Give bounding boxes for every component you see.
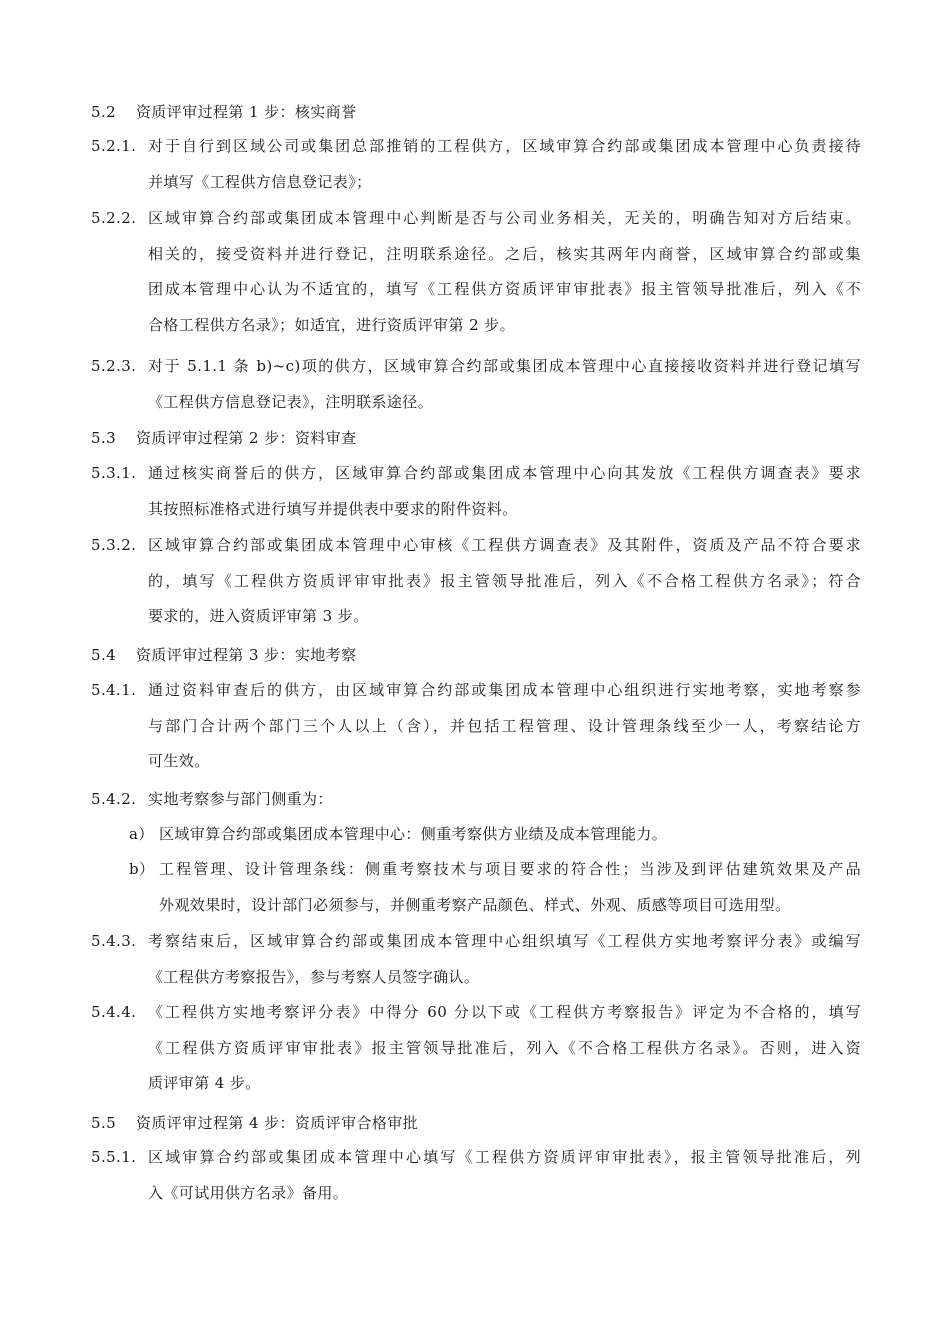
- clause-line: 可生效。: [148, 752, 210, 770]
- clause-line: 相关的，接受资料并进行登记，注明联系途径。之后，核实其两年内商誉，区域审算合约部或集: [148, 244, 861, 263]
- clause-line: 的，填写《工程供方资质评审审批表》报主管领导批准后，列入《不合格工程供方名录》；符合: [148, 571, 861, 590]
- clause-5-5-1: [91, 1140, 861, 1211]
- clause-line: 《工程供方实地考察评分表》中得分 60 分以下或《工程供方考察报告》评定为不合格的，填写: [148, 1003, 861, 1021]
- clause-number: 5.2.2.: [91, 209, 137, 227]
- clause-line: 《工程供方资质评审审批表》报主管领导批准后，列入《不合格工程供方名录》。否则，进入资: [148, 1038, 861, 1057]
- section-heading-5-4: [91, 643, 356, 667]
- clause-line: 《工程供方考察报告》，参与考察人员签字确认。: [148, 967, 480, 986]
- clause-number: 5.2.1.: [91, 137, 137, 155]
- subitem-marker: a）: [129, 825, 154, 843]
- clause-number: 5.2.3.: [91, 357, 137, 375]
- clause-5-3-2: [91, 528, 861, 635]
- clause-line: 区域审算合约部或集团成本管理中心审核《工程供方调查表》及其附件，资质及产品不符合要求: [148, 536, 861, 554]
- clause-number: 5.4.4.: [91, 1003, 137, 1021]
- subitem-a: [129, 817, 861, 853]
- clause-5-2-3: [91, 349, 861, 420]
- subitem-line: 外观效果时，设计部门必须参与，并侧重考察产品颜色、样式、外观、质感等项目可选用型。: [159, 895, 791, 914]
- clause-number: 5.4.2.: [91, 790, 137, 808]
- clause-line: 区域审算合约部或集团成本管理中心填写《工程供方资质评审审批表》，报主管领导批准后，列: [148, 1148, 861, 1166]
- section-title: 资质评审过程第 3 步：实地考察: [136, 646, 357, 664]
- clause-line: 《工程供方信息登记表》，注明联系途径。: [148, 392, 434, 411]
- clause-line: 区域审算合约部或集团成本管理中心判断是否与公司业务相关，无关的，明确告知对方后结束。: [148, 209, 861, 227]
- subitem-marker: b）: [129, 860, 155, 878]
- clause-number: 5.4.1.: [91, 681, 137, 699]
- subitem-b: [129, 852, 861, 923]
- clause-number: 5.5.1.: [91, 1148, 137, 1166]
- clause-line: 通过资料审查后的供方，由区域审算合约部或集团成本管理中心组织进行实地考察，实地考察参: [148, 681, 861, 699]
- clause-5-4-4: [91, 995, 861, 1102]
- clause-line: 与部门合计两个部门三个人以上（含），并包括工程管理、设计管理条线至少一人，考察结论方: [148, 716, 861, 735]
- clause-5-4-1: [91, 673, 861, 780]
- section-number: 5.2: [91, 103, 117, 121]
- clause-5-4-3: [91, 924, 861, 995]
- clause-number: 5.3.2.: [91, 536, 137, 554]
- section-heading-5-3: [91, 426, 356, 450]
- clause-line: 对于自行到区域公司或集团总部推销的工程供方，区域审算合约部或集团成本管理中心负责接待: [148, 137, 861, 155]
- clause-number: 5.3.1.: [91, 464, 137, 482]
- clause-line: 团成本管理中心认为不适宜的，填写《工程供方资质评审审批表》报主管领导批准后，列入《不: [148, 280, 861, 298]
- section-title: 资质评审过程第 2 步：资料审查: [136, 429, 357, 447]
- clause-line: 实地考察参与部门侧重为：: [148, 790, 333, 808]
- clause-line: 并填写《工程供方信息登记表》；: [148, 172, 372, 191]
- clause-5-2-2: [91, 201, 861, 343]
- section-heading-5-2: [91, 100, 356, 124]
- clause-number: 5.4.3.: [91, 932, 137, 950]
- clause-line: 对于 5.1.1 条 b)~c)项的供方，区域审算合约部或集团成本管理中心直接接收资料并进行登记填写: [148, 357, 861, 375]
- section-number: 5.4: [91, 646, 117, 664]
- clause-line: 合格工程供方名录》；如适宜，进行资质评审第 2 步。: [148, 315, 515, 334]
- clause-line: 通过核实商誉后的供方，区域审算合约部或集团成本管理中心向其发放《工程供方调查表》要求: [148, 464, 861, 482]
- clause-line: 考察结束后，区域审算合约部或集团成本管理中心组织填写《工程供方实地考察评分表》或编写: [148, 932, 861, 950]
- clause-5-4-2: [91, 782, 861, 818]
- clause-5-2-1: [91, 129, 861, 200]
- clause-line: 入《可试用供方名录》备用。: [148, 1183, 349, 1202]
- subitem-line: 区域审算合约部或集团成本管理中心：侧重考察供方业绩及成本管理能力。: [159, 825, 668, 843]
- clause-line: 质评审第 4 步。: [148, 1074, 261, 1092]
- section-title: 资质评审过程第 4 步：资质评审合格审批: [136, 1114, 419, 1132]
- section-heading-5-5: [91, 1111, 418, 1135]
- section-title: 资质评审过程第 1 步：核实商誉: [136, 103, 357, 121]
- section-number: 5.3: [91, 429, 117, 447]
- subitem-line: 工程管理、设计管理条线：侧重考察技术与项目要求的符合性；当涉及到评估建筑效果及产品: [159, 860, 861, 878]
- clause-line: 其按照标准格式进行填写并提供表中要求的附件资料。: [148, 499, 518, 518]
- clause-line: 要求的，进入资质评审第 3 步。: [148, 607, 369, 625]
- section-number: 5.5: [91, 1114, 117, 1132]
- clause-5-3-1: [91, 456, 861, 527]
